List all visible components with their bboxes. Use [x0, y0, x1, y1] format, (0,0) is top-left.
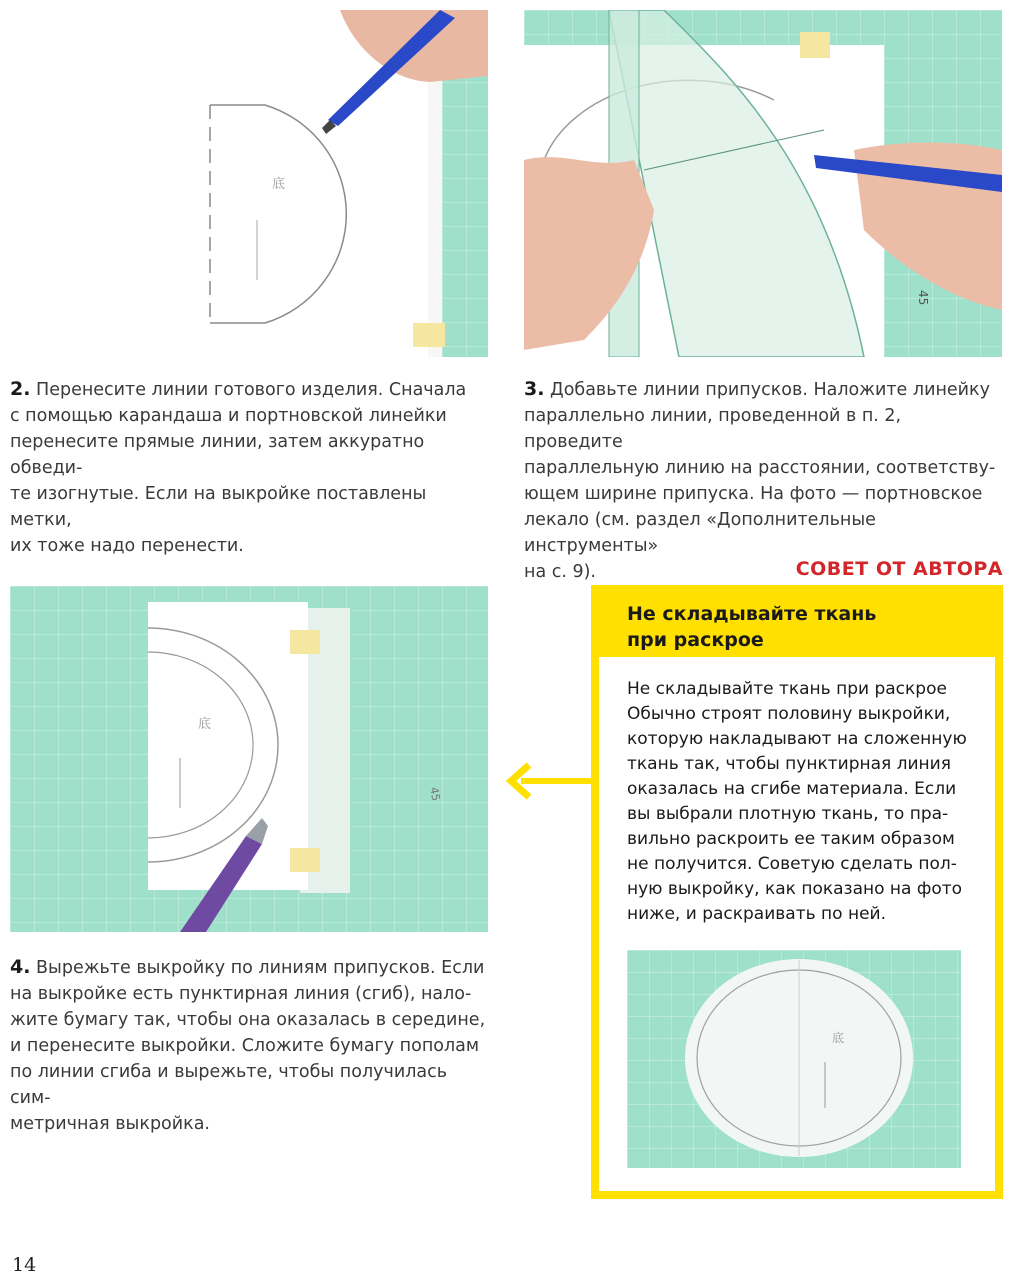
tip-title-line-1: Не складывайте ткань — [627, 603, 877, 625]
step-2-caption — [10, 376, 488, 559]
tip-body — [627, 677, 977, 927]
photo-full-pattern — [627, 950, 961, 1168]
step-4-line-1: 4. Вырежьте выкройку по линиям припусков. Если — [10, 956, 485, 978]
tip-body-line-2: Обычно строят половину выкройки, — [627, 704, 951, 724]
step-2-line-1: 2. Перенесите линии готового изделия. Сначала — [10, 378, 467, 400]
step-4-line-6: метричная выкройка. — [10, 1114, 210, 1134]
step-3-line-5: лекало (см. раздел «Дополнительные инструменты» — [524, 510, 876, 556]
tip-body-line-8: не получится. Советую сделать пол- — [627, 854, 957, 874]
photo-kanji-1: 底 — [272, 177, 286, 192]
tip-body-line-6: вы выбрали плотную ткань, то пра- — [627, 804, 949, 824]
photo-step-2 — [10, 10, 488, 357]
step-3-line-3: параллельную линию на расстоянии, соответству- — [524, 458, 996, 478]
step-4-line-3: жите бумагу так, чтобы она оказалась в середине, — [10, 1010, 486, 1030]
tip-body-line-1: Не складывайте ткань при раскрое — [627, 679, 947, 699]
tip-heading: СОВЕТ ОТ АВТОРА — [795, 558, 1003, 580]
tip-body-line-4: ткань так, чтобы пунктирная линия — [627, 754, 951, 774]
step-3-line-2: параллельно линии, проведенной в п. 2, проведите — [524, 406, 902, 452]
photo-kanji-2: 底 — [198, 717, 212, 732]
step-3-line-4: ющем ширине припуска. На фото — портновское — [524, 484, 983, 504]
step-4-number: 4. — [10, 956, 31, 978]
tip-body-line-7: вильно раскроить ее таким образом — [627, 829, 955, 849]
step-2-number: 2. — [10, 378, 31, 400]
step-3-number: 3. — [524, 378, 545, 400]
step-2-line-3: перенесите прямые линии, затем аккуратно обведи- — [10, 432, 425, 478]
step-4-line-4: и перенесите выкройки. Сложите бумагу пополам — [10, 1036, 480, 1056]
tip-body-line-9: ную выкройку, как показано на фото — [627, 879, 963, 899]
step-3-line-1: 3. Добавьте линии припусков. Наложите линейку — [524, 378, 990, 400]
step-3-line-6: на с. 9). — [524, 562, 596, 582]
tip-title — [627, 601, 977, 653]
step-4-line-2: на выкройке есть пунктирная линия (сгиб), нало- — [10, 984, 472, 1004]
ruler-number-2: 45 — [427, 786, 443, 803]
photo-step-4 — [10, 586, 488, 932]
photo-step-3 — [524, 10, 1002, 357]
step-4-caption — [10, 954, 488, 1137]
page-number: 14 — [12, 1254, 37, 1276]
step-2-line-5: их тоже надо перенести. — [10, 536, 244, 556]
step-2-line-4: те изогнутые. Если на выкройке поставлены метки, — [10, 484, 427, 530]
tip-title-line-2: при раскрое — [627, 629, 764, 651]
arrow-left-icon — [505, 760, 595, 802]
step-2-line-2: с помощью карандаша и портновской линейки — [10, 406, 447, 426]
ruler-number-1: 45 — [916, 290, 930, 306]
tip-box — [591, 585, 1003, 1199]
photo-kanji-3: 底 — [832, 1031, 845, 1045]
tip-body-line-10: ниже, и раскраивать по ней. — [627, 904, 886, 924]
tip-body-line-5: оказалась на сгибе материала. Если — [627, 779, 957, 799]
tip-body-line-3: которую накладывают на сложенную — [627, 729, 967, 749]
step-4-line-5: по линии сгиба и вырежьте, чтобы получилась сим- — [10, 1062, 448, 1108]
step-3-caption — [524, 376, 1002, 585]
